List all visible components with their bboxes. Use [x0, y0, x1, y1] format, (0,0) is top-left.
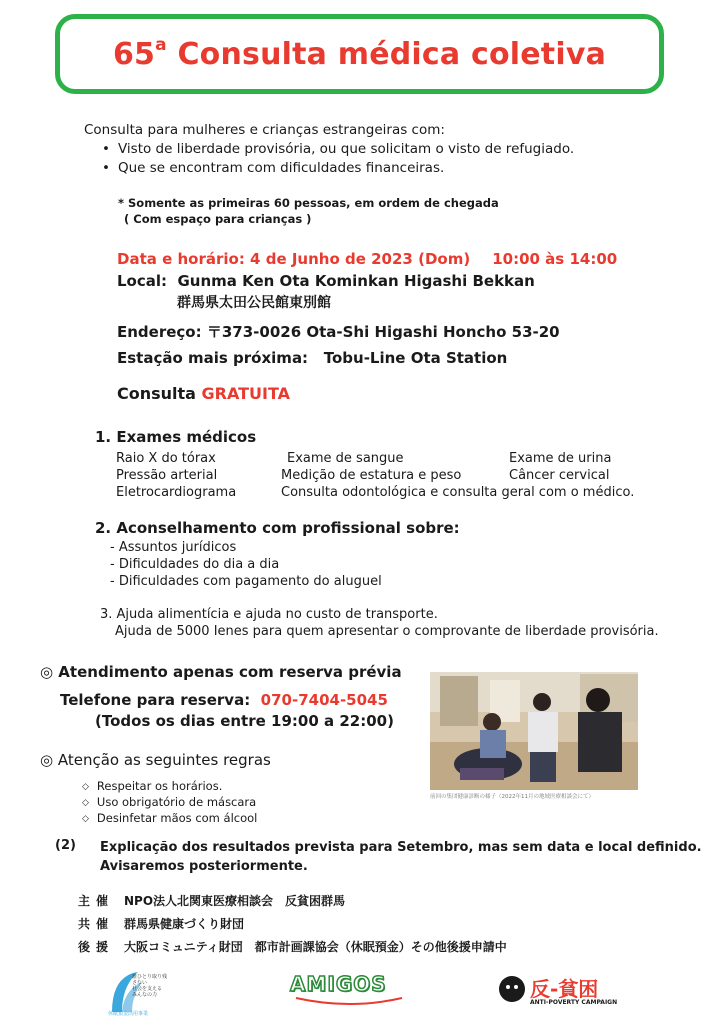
organizer-row: 後援 大阪コミュニティ財団 都市計画課協会（休眠預金）その他後援申請中 [78, 940, 507, 954]
page-title: 65$^a$ Consulta médica coletiva [112, 34, 607, 72]
intro-bullet: • Visto de liberdade provisória, ou que solicitam o visto de refugiado. [116, 140, 574, 159]
intro-heading: Consulta para mulheres e crianças estrangeiras com: [84, 122, 445, 138]
event-free: Consulta GRATUITA [117, 384, 291, 403]
exams-table [116, 450, 651, 501]
event-date: Data e horário: 4 de Junho de 2023 (Dom) 10:00 às 14:00 [117, 250, 618, 268]
reservation-heading: ◎ Atendimento apenas com reserva prévia [40, 663, 402, 681]
event-local: Local: Gunma Ken Ota Kominkan Higashi Bekkan [117, 272, 535, 290]
event-address: Endereço: 〒373-0026 Ota-Shi Higashi Honcho 53-20 [117, 323, 560, 341]
rules-list [82, 779, 257, 827]
exam-item: Medição de estatura e peso [281, 468, 462, 483]
exam-item: Raio X do tórax [116, 451, 216, 466]
dormant-deposit-logo: 誰ひとり取り残さない 社会を支える みんなの力 休眠預金活用事業 [108, 974, 168, 1017]
organizers [78, 890, 507, 959]
exam-item: Consulta odontológica e consulta geral com o médico. [281, 485, 635, 500]
rule-item: ◇ Uso obrigatório de máscara [82, 795, 257, 811]
anti-poverty-logo: 反-貧困 ANTI-POVERTY CAMPAIGN [498, 973, 628, 1013]
exam-item: Câncer cervical [509, 468, 610, 483]
amigos-logo: AMIGOS [290, 972, 408, 1008]
advice-item: - Dificuldades do dia a dia [110, 556, 382, 573]
rule-item: ◇ Desinfetar mãos com álcool [82, 811, 257, 827]
capacity-note: * Somente as primeiras 60 pessoas, em ordem de chegada ( Com espaço para crianças ) [118, 196, 499, 226]
exams-heading: 1. Exames médicos [95, 428, 257, 446]
intro-block [84, 121, 574, 178]
organizer-row: 主催 NPO法人北関東医療相談会 反貧困群馬 [78, 894, 346, 908]
advice-item: - Assuntos jurídicos [110, 539, 382, 556]
aid-block: 3. Ajuda alimentícia e ajuda no custo de transporte. Ajuda de 5000 Ienes para quem apresentar o comprovante de liberdade provisória. [100, 607, 659, 639]
advice-heading: 2. Aconselhamento com profissional sobre: [95, 519, 460, 537]
photo-caption: 前回の集団健康診断の様子（2022年11月の地域医療相談会にて） [430, 794, 594, 800]
event-station: Estação mais próxima: Tobu-Line Ota Station [117, 349, 508, 367]
results-num: (2) [55, 838, 76, 853]
exam-item: Eletrocardiograma [116, 485, 237, 500]
event-photo [430, 672, 638, 790]
advice-item: - Dificuldades com pagamento do aluguel [110, 573, 382, 590]
reservation-hours: (Todos os dias entre 19:00 a 22:00) [95, 712, 394, 730]
exam-item: Exame de urina [509, 451, 612, 466]
organizer-row: 共催 群馬県健康づくり財団 [78, 917, 245, 931]
title-frame [55, 14, 664, 94]
reservation-phone: Telefone para reserva: 070-7404-5045 [60, 691, 388, 709]
rules-heading: ◎ Atenção as seguintes regras [40, 751, 271, 769]
results-text: Explicação dos resultados prevista para Setembro, mas sem data e local definido. Avisaremos posteriormente. [100, 840, 702, 874]
event-local-jp: 群馬県太田公民館東別館 [177, 295, 331, 311]
rule-item: ◇ Respeitar os horários. [82, 779, 257, 795]
exam-item: Exame de sangue [287, 451, 404, 466]
intro-bullet: • Que se encontram com dificuldades financeiras. [116, 159, 574, 178]
exam-item: Pressão arterial [116, 468, 218, 483]
anti-poverty-mascot-icon [498, 975, 526, 1003]
advice-list [110, 539, 382, 590]
